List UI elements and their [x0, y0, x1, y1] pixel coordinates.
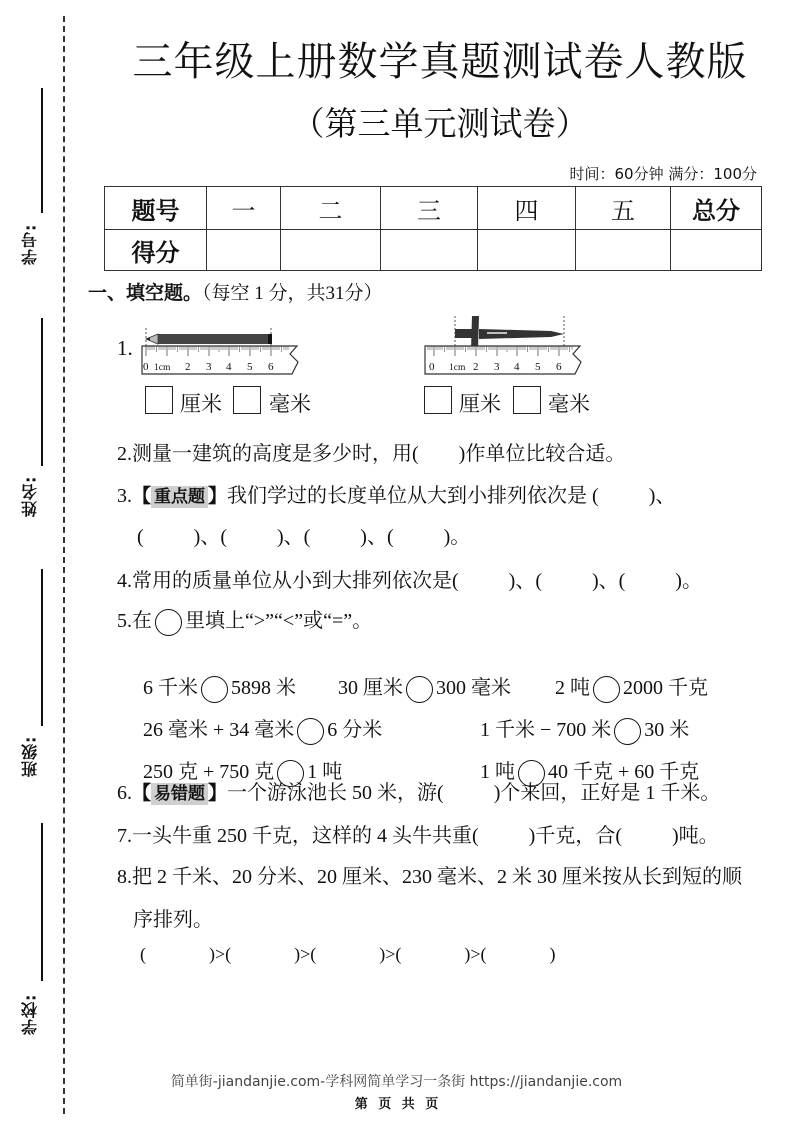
q1-number: 1. [117, 336, 133, 360]
header-cell-part-1: 一 [207, 187, 281, 230]
score-table [104, 186, 762, 271]
section-1-heading [88, 278, 383, 305]
q7-text: 7.一头牛重 250 千克，这样的 4 头牛共重( )千克，合( )吨。 [117, 825, 719, 847]
q3-line-1: 3.【 重点题 】我们学过的长度单位从大到小排列依次是 ( )、 [117, 485, 676, 507]
header-cell-part-5: 五 [576, 187, 671, 230]
header-cell-total: 总分 [671, 187, 762, 230]
compare-right: 2000 千克 [623, 677, 708, 699]
compare-right: 5898 米 [231, 677, 296, 699]
header-cell-question-number: 题号 [105, 187, 207, 230]
footer-page-number: 第 页 共 页 [354, 1097, 439, 1112]
q5-instruction [117, 604, 372, 636]
student-id-input-line[interactable] [41, 88, 43, 213]
q6-text: 一个游泳池长 50 米，游( )个来回，正好是 1 千米。 [227, 782, 721, 804]
svg-text:3: 3 [206, 361, 212, 373]
circle-icon [155, 609, 182, 636]
name-label: 姓名: [20, 475, 40, 517]
header-cell-part-3: 三 [381, 187, 478, 230]
q2-text: 2.测量一建筑的高度是多少时，用( )作单位比较合适。 [117, 443, 626, 465]
compare-right: 300 毫米 [436, 677, 511, 699]
name-input-line[interactable] [41, 318, 43, 466]
score-cell-total[interactable] [671, 230, 762, 271]
section-1-title: 一、填空题。 [88, 282, 203, 304]
q1a-cm-answer-box[interactable] [145, 386, 173, 414]
q1b-cm-unit: 厘米 [459, 392, 501, 416]
svg-text:6: 6 [556, 361, 562, 373]
compare-left: 26 毫米 + 34 毫米 [143, 719, 295, 741]
header-cell-part-4: 四 [478, 187, 576, 230]
svg-text:1cm: 1cm [154, 363, 171, 373]
svg-text:5: 5 [535, 361, 541, 373]
compare-right: 40 千克 + 60 千克 [548, 761, 700, 783]
header-cell-part-2: 二 [281, 187, 381, 230]
q1a-mm-unit: 毫米 [269, 392, 311, 416]
q1b-mm-unit: 毫米 [548, 392, 590, 416]
compare-left: 6 千米 [143, 677, 198, 699]
footer-watermark: 简单街-jiandanjie.com-学科网简单学习一条街 https://jiandanjie.com [170, 1074, 623, 1090]
section-1-points-note: （每空 1 分，共31分） [202, 283, 383, 304]
q6-number: 6. [117, 782, 132, 804]
svg-text:3: 3 [494, 361, 500, 373]
svg-text:5: 5 [247, 361, 253, 373]
compare-answer-circle[interactable] [406, 676, 433, 703]
compare-right: 1 吨 [307, 761, 343, 783]
ruler-sword-figure [423, 312, 588, 376]
score-cell-part-3[interactable] [381, 230, 478, 271]
q8-line-2: 序排列。 [133, 909, 213, 931]
svg-text:4: 4 [226, 361, 232, 373]
q1b-cm-answer-box[interactable] [424, 386, 452, 414]
ruler-pencil-figure [140, 328, 305, 376]
ruler1-label-0: 0 [143, 361, 149, 373]
page-title: 三年级上册数学真题测试卷人教版 [132, 39, 748, 85]
compare-right: 30 米 [644, 719, 690, 741]
svg-text:2: 2 [185, 361, 191, 373]
q4-text: 4.常用的质量单位从小到大排列依次是( )、( )、( )。 [117, 570, 702, 592]
compare-left: 250 克 + 750 克 [143, 761, 275, 783]
student-id-label: 学号: [20, 223, 40, 265]
school-label: 学校: [20, 993, 40, 1035]
svg-text:2: 2 [473, 361, 479, 373]
class-label: 班级: [20, 735, 40, 777]
q3-number: 3. [117, 485, 132, 507]
school-input-line[interactable] [41, 823, 43, 981]
score-cell-part-5[interactable] [576, 230, 671, 271]
score-table-score-row [105, 230, 762, 271]
q5-suffix: 里填上“>”“<”或“=”。 [185, 610, 373, 632]
q5-prefix: 5.在 [117, 610, 152, 632]
time-score-info: 时间：60分钟 满分：100分 [569, 165, 757, 183]
q6-line: 6.【 易错题 】一个游泳池长 50 米，游( )个来回，正好是 1 千米。 [117, 782, 721, 804]
svg-text:1cm: 1cm [449, 363, 466, 373]
page-subtitle: （第三单元测试卷） [291, 104, 589, 143]
compare-right: 6 分米 [327, 719, 383, 741]
q3-text: 我们学过的长度单位从大到小排列依次是 ( )、 [227, 485, 676, 507]
compare-left: 2 吨 [555, 677, 590, 699]
score-cell-part-2[interactable] [281, 230, 381, 271]
key-question-tag: 重点题 [151, 486, 208, 508]
q3-line-2: ( )、( )、( )、( )。 [137, 526, 471, 548]
compare-left: 1 千米 − 700 米 [480, 719, 612, 741]
error-prone-tag: 易错题 [151, 783, 208, 805]
svg-text:6: 6 [268, 361, 274, 373]
compare-left: 1 吨 [480, 761, 515, 783]
score-cell-part-4[interactable] [478, 230, 576, 271]
svg-text:4: 4 [514, 361, 520, 373]
score-cell-part-1[interactable] [207, 230, 281, 271]
score-table-header-row [105, 187, 762, 230]
class-input-line[interactable] [41, 569, 43, 726]
q8-answer-blanks[interactable]: ( )>( )>( )>( )>( ) [140, 944, 556, 964]
score-row-label: 得分 [105, 230, 207, 271]
q1a-cm-unit: 厘米 [180, 392, 222, 416]
compare-left: 30 厘米 [338, 677, 403, 699]
binding-dashed-line [63, 16, 65, 1114]
svg-text:0: 0 [429, 361, 435, 373]
q1b-mm-answer-box[interactable] [513, 386, 541, 414]
q1a-mm-answer-box[interactable] [233, 386, 261, 414]
q8-line-1: 8.把 2 千米、20 分米、20 厘米、230 毫米、2 米 30 厘米按从长到短的顺 [117, 866, 742, 888]
